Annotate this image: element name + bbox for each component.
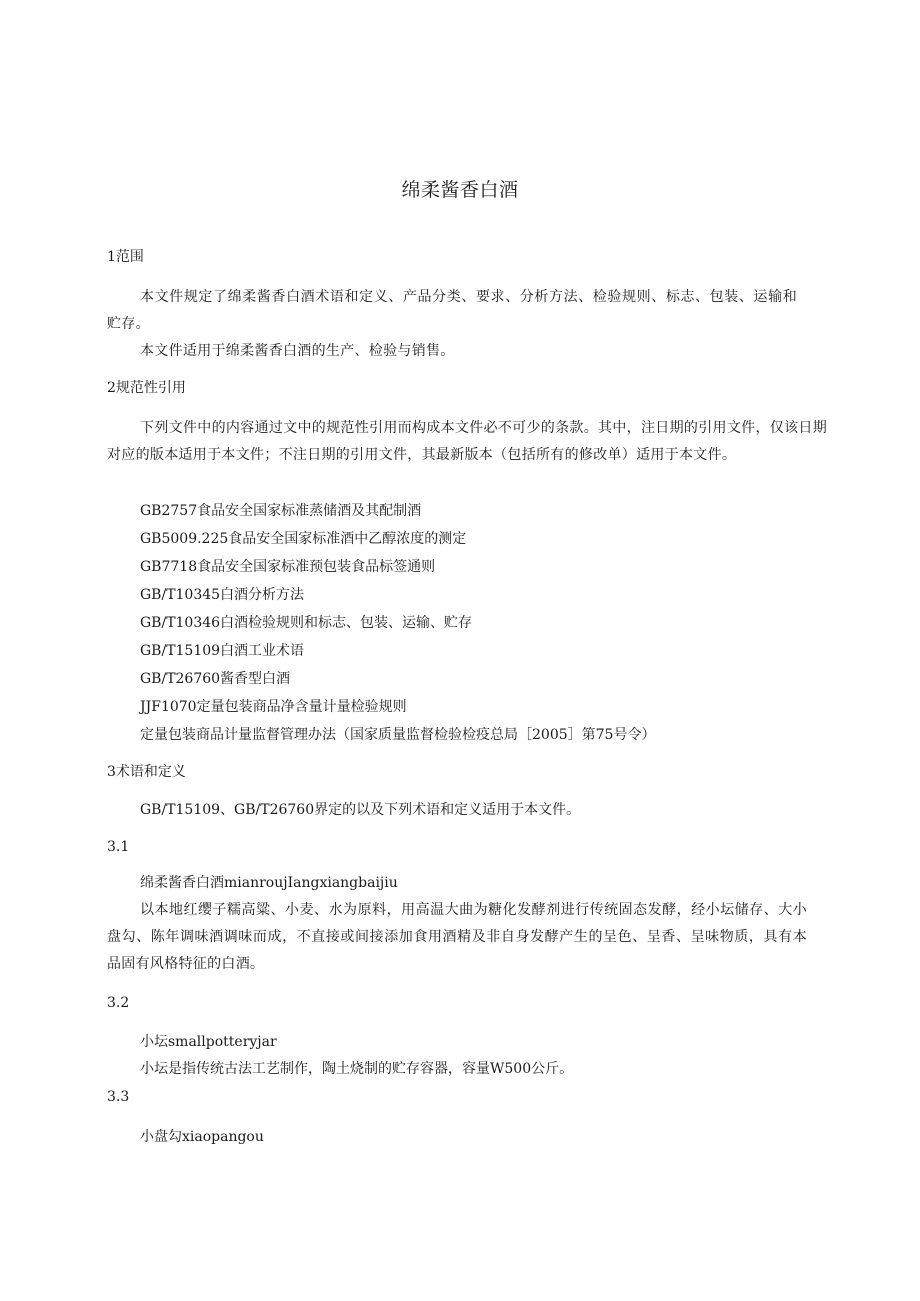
section-2-paragraph-1: 下列文件中的内容通过文中的规范性引用而构成本文件必不可少的条款。其中，注日期的引用文件，仅该日期对应的版本适用于本文件；不注日期的引用文件，其最新版本（包括所有的修改单）适用于本文件。: [107, 420, 827, 463]
reference-item: GB7718食品安全国家标准预包装食品标签通则: [140, 559, 436, 575]
reference-item: GB/T10346白酒检验规则和标志、包装、运输、贮存: [140, 615, 473, 631]
section-3-heading: 3术语和定义: [107, 764, 186, 780]
reference-item: GB/T10345白酒分析方法: [140, 587, 305, 603]
section-1-paragraph-2: 本文件适用于绵柔酱香白酒的生产、检验与销售。: [140, 343, 455, 359]
reference-item: GB2757食品安全国家标准蒸储酒及其配制酒: [140, 503, 422, 519]
section-1-heading: 1范围: [107, 249, 144, 265]
reference-item: JJF1070定量包装商品净含量计量检验规则: [140, 699, 407, 715]
term-3-1-number: 3.1: [107, 839, 130, 855]
term-3-3-number: 3.3: [107, 1089, 130, 1105]
document-title: 绵柔酱香白酒: [401, 179, 519, 201]
reference-item: GB5009.225食品安全国家标准酒中乙醇浓度的测定: [140, 531, 467, 547]
section-1-paragraph-1: 本文件规定了绵柔酱香白酒术语和定义、产品分类、要求、分析方法、检验规则、标志、包装、运输和贮存。: [107, 289, 797, 332]
term-3-1-definition: 以本地红缨子糯高粱、小麦、水为原料，用高温大曲为糖化发酵剂进行传统固态发酵，经小坛储存、大小盘勾、陈年调味酒调味而成，不直接或间接添加食用酒精及非自身发酵产生的呈色、呈香、呈味物质，具有本品固有风格特征的白酒。: [107, 902, 807, 972]
term-3-2-title: 小坛smallpotteryjar: [140, 1034, 277, 1050]
reference-item: GB/T15109白酒工业术语: [140, 643, 305, 659]
section-3-intro: GB/T15109、GB/T26760界定的以及下列术语和定义适用于本文件。: [140, 802, 581, 818]
reference-item: 定量包装商品计量监督管理办法（国家质量监督检验检疫总局［2005］第75号令）: [140, 727, 656, 743]
section-2-heading: 2规范性引用: [107, 380, 186, 396]
term-3-3-title: 小盘勾xiaopangou: [140, 1129, 264, 1145]
term-3-2-number: 3.2: [107, 995, 130, 1011]
term-3-1-title: 绵柔酱香白酒mianroujIangxiangbaijiu: [140, 875, 398, 891]
term-3-2-definition: 小坛是指传统古法工艺制作，陶土烧制的贮存容器，容量W500公斤。: [140, 1061, 574, 1077]
reference-item: GB/T26760酱香型白酒: [140, 671, 291, 687]
